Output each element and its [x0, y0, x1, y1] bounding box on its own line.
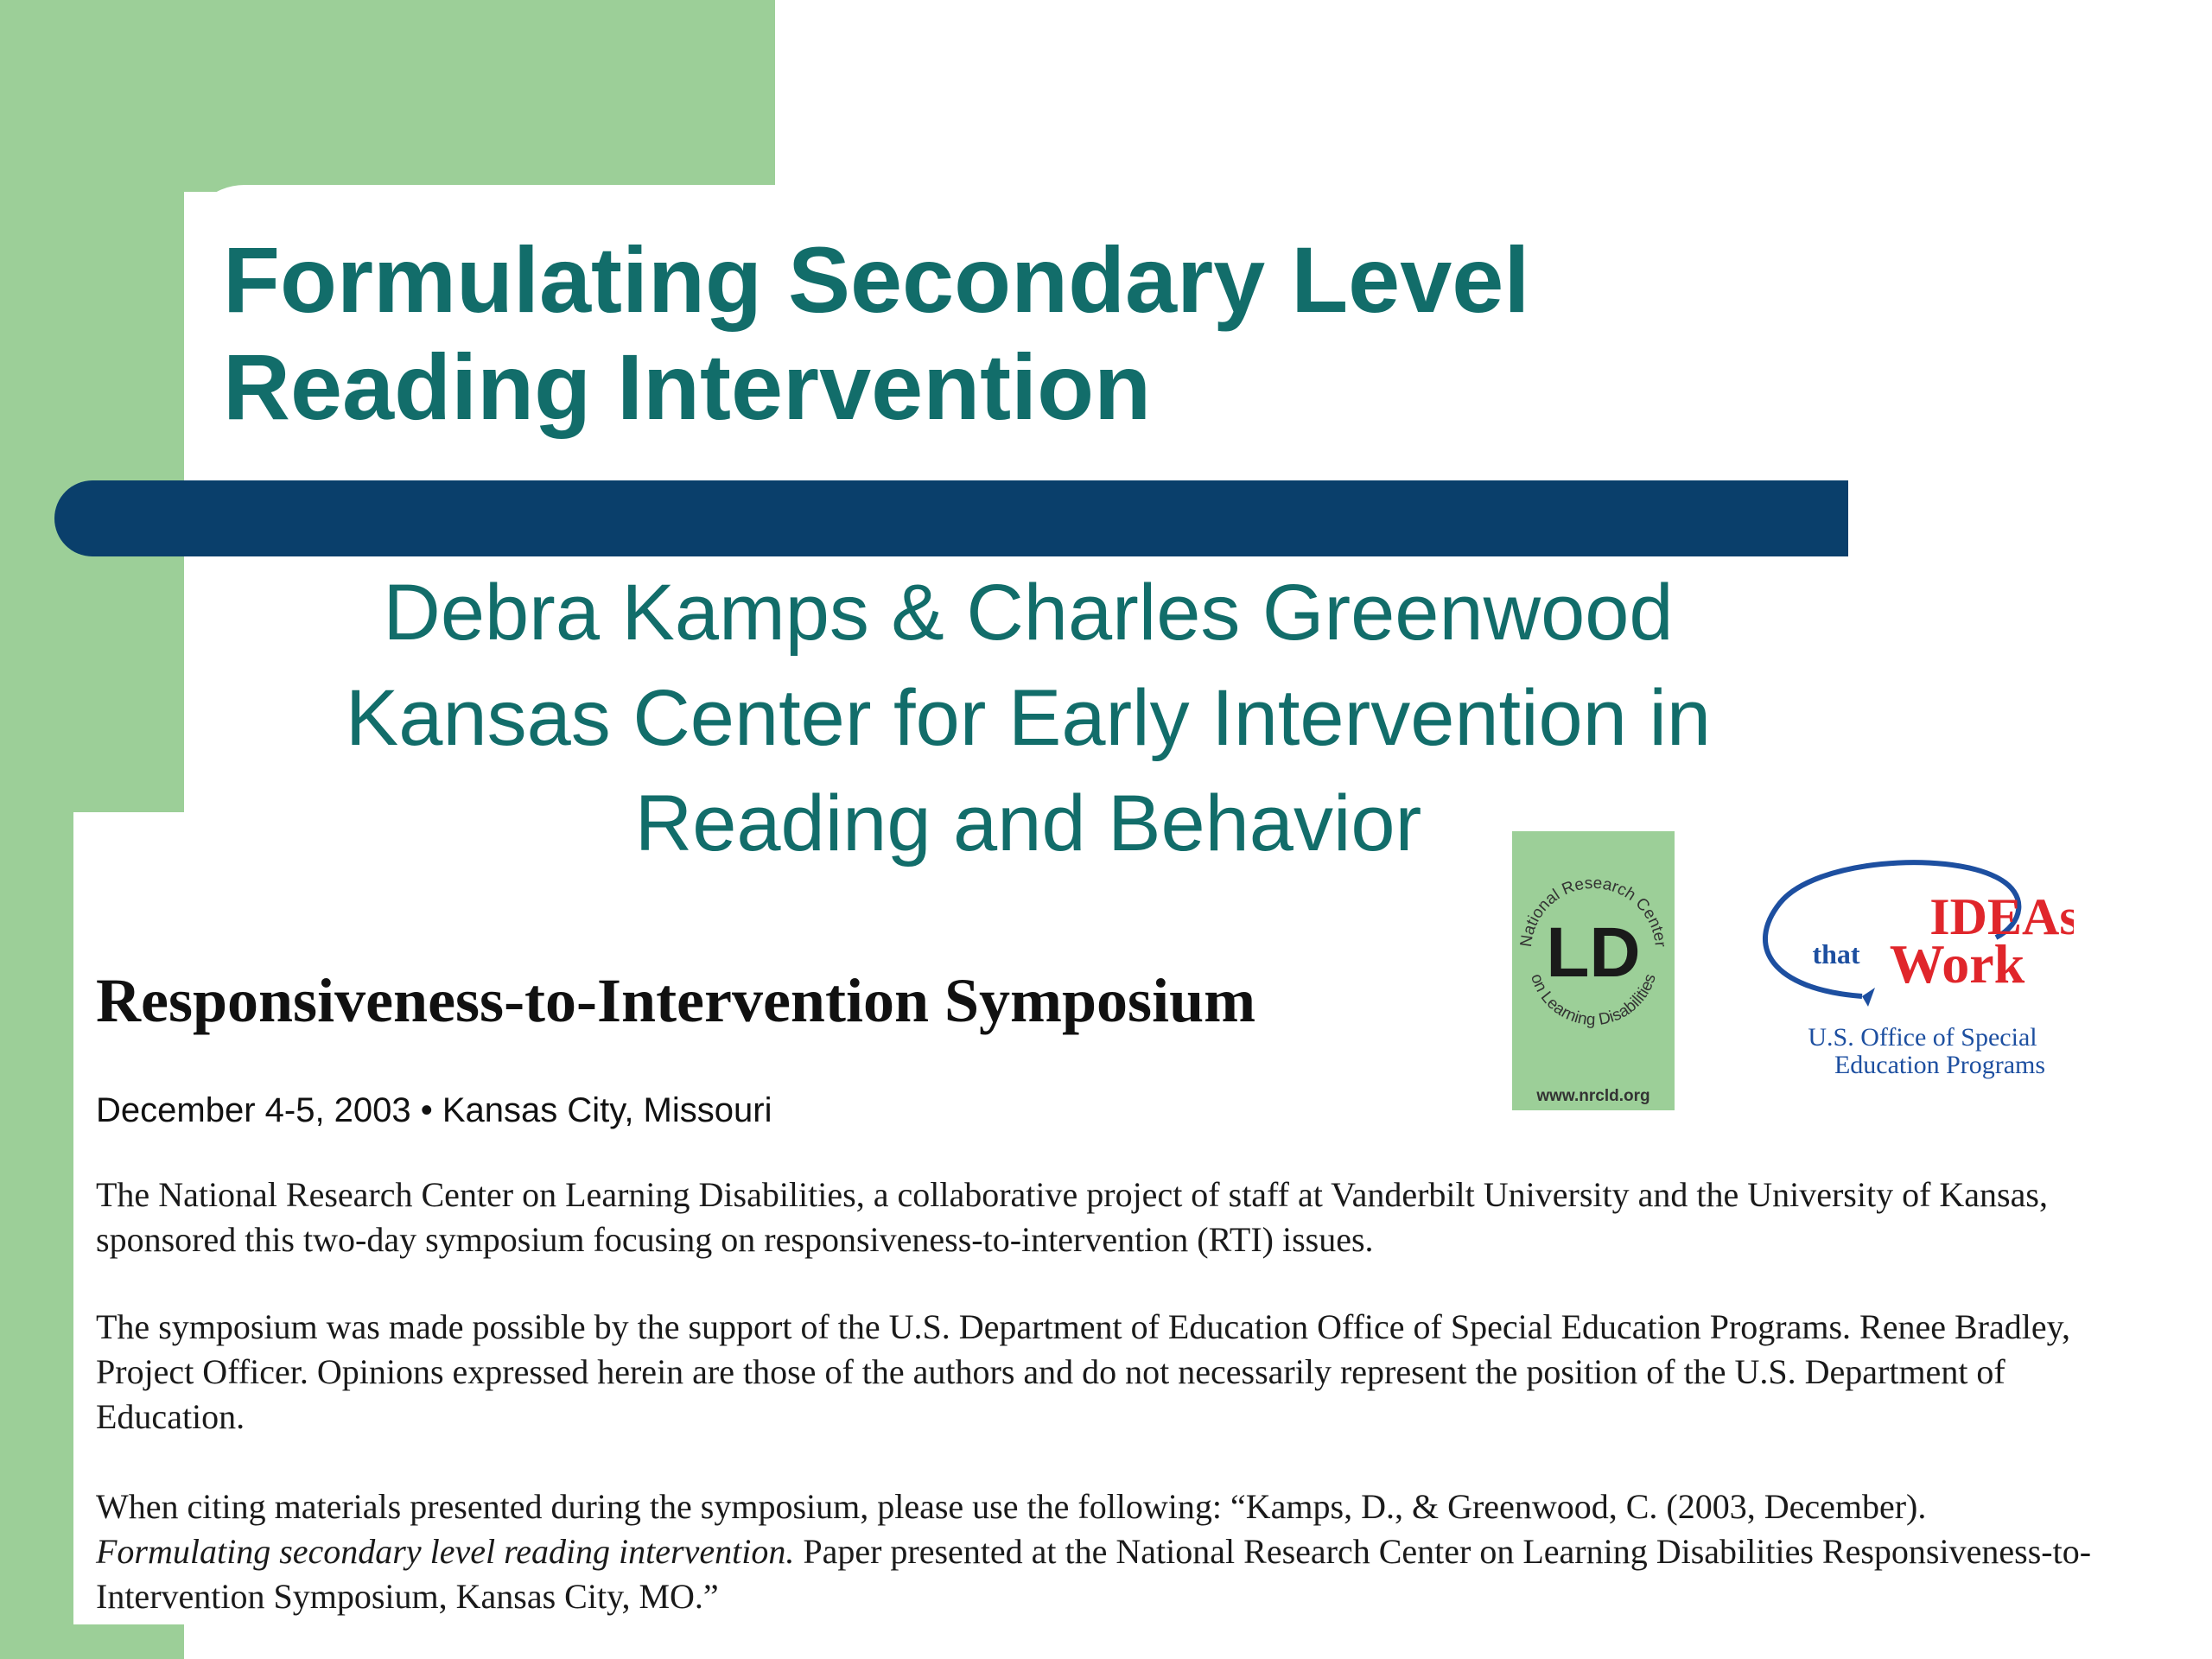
citation-intro: When citing materials presented during the symposium, please use the following: “Kamps, D., & Greenwood, C. (2003, December). — [96, 1487, 1927, 1526]
nrcld-logo — [1512, 831, 1675, 1110]
ideas-word-work: Work — [1889, 933, 2025, 995]
authors-names: Debra Kamps & Charles Greenwood — [383, 569, 1674, 657]
paragraph-sponsor: The National Research Center on Learning Disabilities, a collaborative project of staff at Vanderbilt University and the University of Kansas, sponsored this two-day symposium focusing on responsiveness-to-intervention (RTI) issues. — [96, 1175, 2048, 1259]
paragraph-support: The symposium was made possible by the support of the U.S. Department of Education Office of Special Education Programs. Renee Bradley, Project Officer. Opinions expressed herein are those of the authors and do not necessarily represent the position of the U.S. Department of Education. — [96, 1307, 2071, 1436]
citation-title: Formulating secondary level reading intervention. — [96, 1532, 795, 1571]
symposium-title: Responsiveness-to-Intervention Symposium — [96, 966, 1256, 1035]
ideas-subtitle-1: U.S. Office of Special — [1808, 1023, 2037, 1052]
nrcld-mark: LD — [1546, 913, 1641, 992]
title-line-1: Formulating Secondary Level — [223, 227, 1530, 332]
nrcld-arc-bottom: on Learning Disabilities — [1527, 971, 1660, 1030]
slide-title — [223, 226, 1778, 441]
nrcld-seal-icon — [1512, 831, 1675, 1110]
nrcld-url: www.nrcld.org — [1536, 1087, 1650, 1105]
affiliation-line-1: Kansas Center for Early Intervention in — [345, 674, 1712, 762]
ideas-swoosh-icon — [1745, 842, 2074, 1102]
ideas-word-ideas: IDEAs — [1929, 888, 2074, 945]
paragraph-citation — [96, 1484, 2101, 1619]
authors-block — [130, 560, 1927, 876]
symposium-date-location: December 4-5, 2003 • Kansas City, Missouri — [96, 1091, 772, 1129]
divider-bar — [54, 480, 1848, 556]
ideas-that-work-logo — [1745, 842, 2074, 1102]
affiliation-line-2: Reading and Behavior — [634, 779, 1422, 868]
ideas-word-that: that — [1812, 938, 1860, 969]
title-line-2: Reading Intervention — [223, 334, 1152, 439]
ideas-subtitle-2: Education Programs — [1834, 1051, 2046, 1079]
nrcld-arc-top: National Research Center — [1516, 874, 1669, 949]
citation-rest: Paper presented at the National Research Center on Learning Disabilities Responsiveness-to-Intervention Symposium, Kansas City, MO.” — [96, 1532, 2092, 1616]
